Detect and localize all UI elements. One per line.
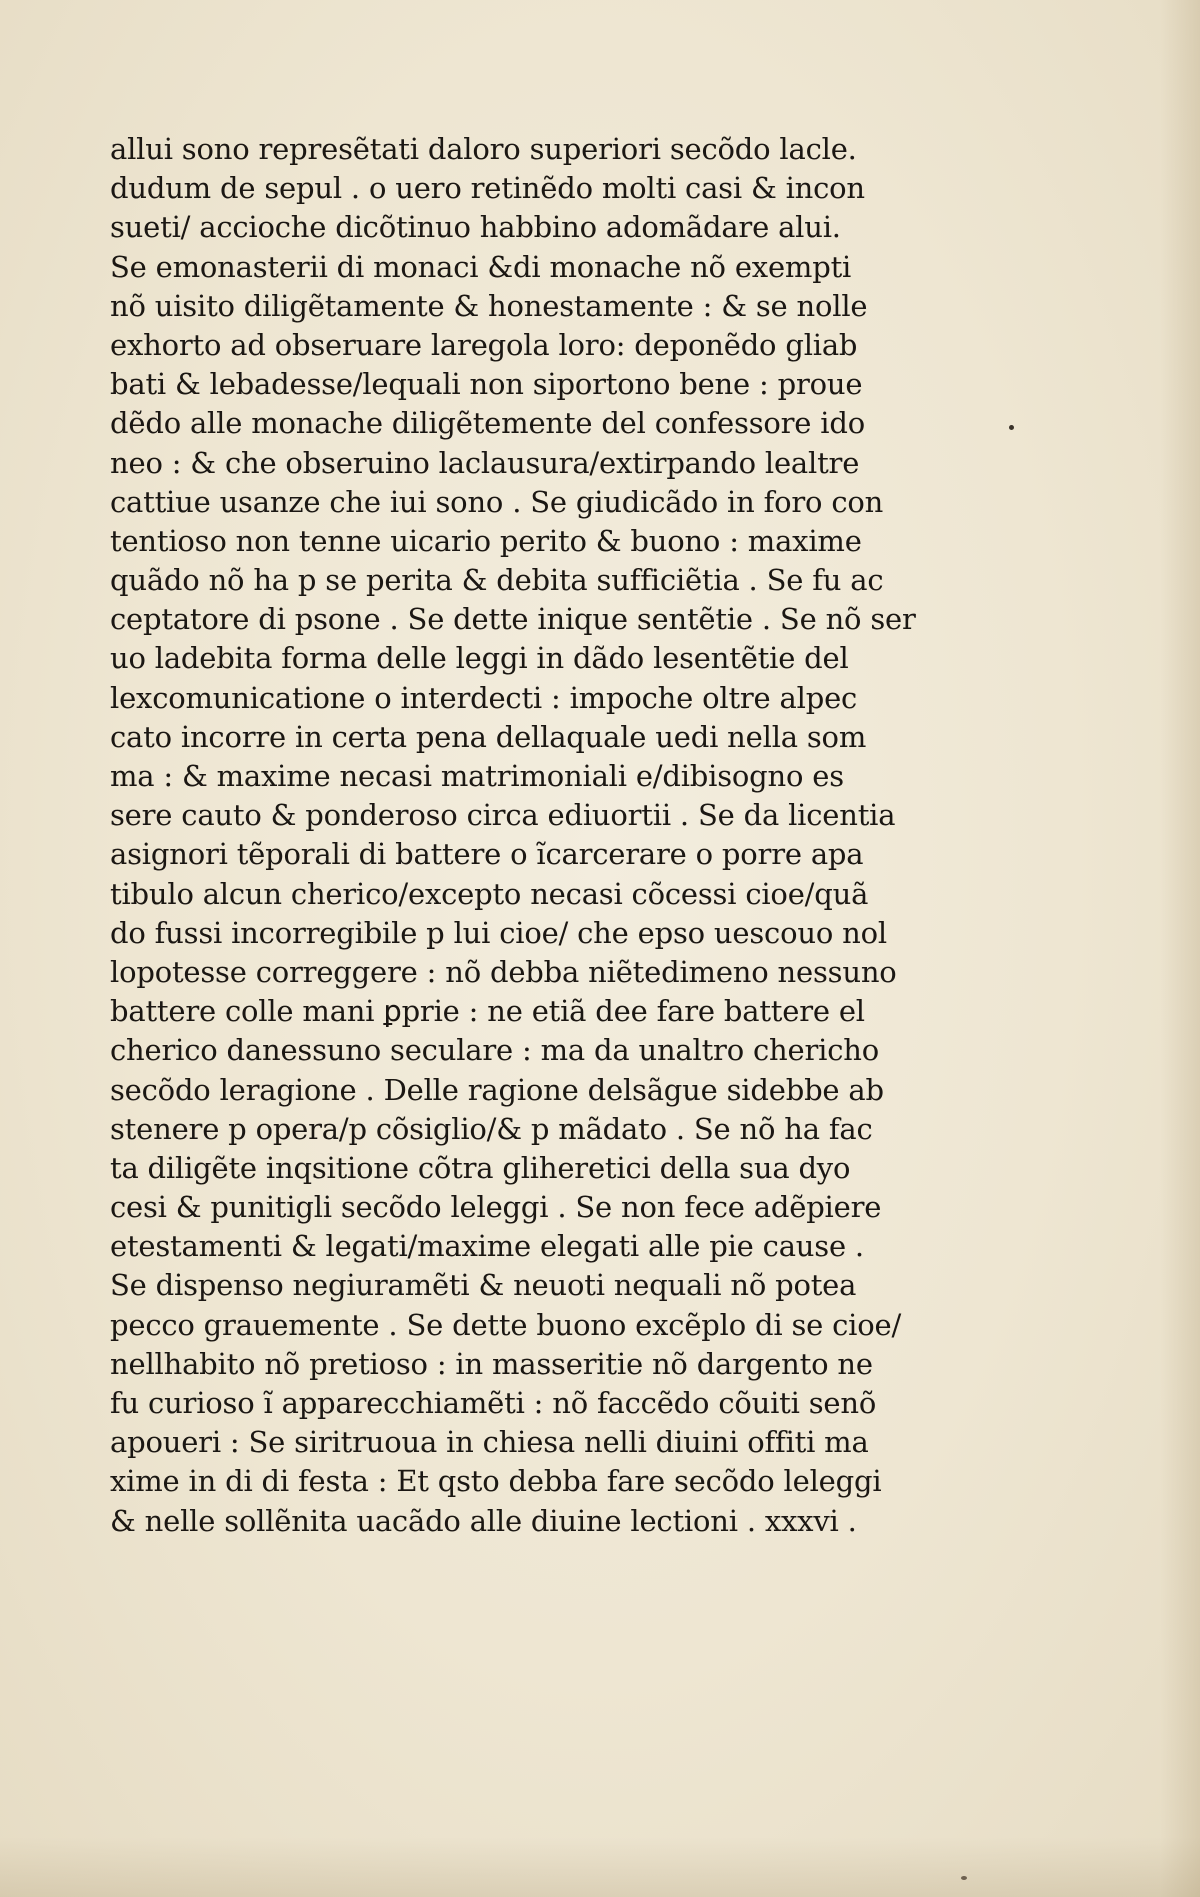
text-block	[110, 130, 950, 1541]
text-line: sueti/ accioche dicõtinuo habbino adomãdare alui.	[110, 210, 841, 245]
text-line: stenere p opera/p cõsiglio/& p mãdato . Se nõ ha fac	[110, 1111, 873, 1146]
text-line: ma : & maxime necasi matrimoniali e/dibisogno es	[110, 759, 844, 793]
text-line: sere cauto & ponderoso circa ediuortii . Se da licentia	[110, 798, 896, 833]
text-line: lexcomunicatione o interdecti : impoche oltre alpec	[110, 680, 858, 715]
ink-speck	[1009, 425, 1014, 430]
text-line: pecco grauemente . Se dette buono excẽplo di se cioe/	[110, 1307, 902, 1342]
text-line: bati & lebadesse/lequali non siportono bene : proue	[110, 367, 863, 402]
ink-speck	[961, 1876, 967, 1880]
text-line: nõ uisito diligẽtamente & honestamente : & se nolle	[110, 288, 868, 323]
page-edge-shadow	[1160, 0, 1200, 1897]
text-line: xime in di di festa : Et qsto debba fare secõdo leleggi	[110, 1464, 882, 1499]
text-line: cesi & punitigli secõdo leleggi . Se non fece adẽpiere	[110, 1190, 882, 1225]
page-bottom-shadow	[0, 1837, 1200, 1897]
text-line: tibulo alcun cherico/excepto necasi cõcessi cioe/quã	[110, 876, 869, 911]
text-line: nellhabito nõ pretioso : in masseritie nõ dargento ne	[110, 1346, 873, 1381]
text-line: cherico danessuno seculare : ma da unaltro chericho	[110, 1033, 879, 1068]
text-line: apoueri : Se siritruoua in chiesa nelli diuini offiti ma	[110, 1425, 869, 1460]
text-line: exhorto ad obseruare laregola loro: deponẽdo gliab	[110, 327, 858, 362]
text-line: Se emonasterii di monaci &di monache nõ exempti	[110, 249, 852, 284]
text-line: ceptatore di psone . Se dette inique sentẽtie . Se nõ ser	[110, 602, 916, 637]
text-line: quãdo nõ ha p se perita & debita sufficiẽtia . Se fu ac	[110, 563, 884, 598]
text-line: ta diligẽte inqsitione cõtra gliheretici della sua dyo	[110, 1150, 851, 1185]
text-line: allui sono represẽtati daloro superiori secõdo lacle.	[110, 132, 857, 166]
text-line: neo : & che obseruino laclausura/extirpando lealtre	[110, 445, 860, 480]
text-line: cattiue usanze che iui sono . Se giudicãdo in foro con	[110, 484, 884, 519]
text-line: battere colle mani ꝑprie : ne etiã dee fare battere el	[110, 994, 865, 1029]
text-line: dudum de sepul . o uero retinẽdo molti casi & incon	[110, 171, 865, 206]
text-line: etestamenti & legati/maxime elegati alle pie cause .	[110, 1229, 864, 1264]
text-line: fu curioso ĩ apparecchiamẽti : nõ faccẽdo cõuiti senõ	[110, 1386, 877, 1420]
text-line: secõdo leragione . Delle ragione delsãgue sidebbe ab	[110, 1072, 884, 1107]
text-line: uo ladebita forma delle leggi in dãdo lesentẽtie del	[110, 641, 849, 676]
text-line: tentioso non tenne uicario perito & buono : maxime	[110, 523, 862, 558]
text-line: & nelle sollẽnita uacãdo alle diuine lectioni . xxxvi .	[110, 1503, 857, 1538]
text-line: dẽdo alle monache diligẽtemente del confessore ido	[110, 406, 865, 441]
text-line: cato incorre in certa pena dellaquale uedi nella som	[110, 719, 867, 754]
text-line: Se dispenso negiuramẽti & neuoti nequali nõ potea	[110, 1268, 857, 1303]
text-line: do fussi incorregibile p lui cioe/ che epso uescouo nol	[110, 915, 887, 950]
text-line: lopotesse correggere : nõ debba niẽtedimeno nessuno	[110, 954, 897, 989]
text-line: asignori tẽporali di battere o ĩcarcerare o porre apa	[110, 837, 864, 872]
